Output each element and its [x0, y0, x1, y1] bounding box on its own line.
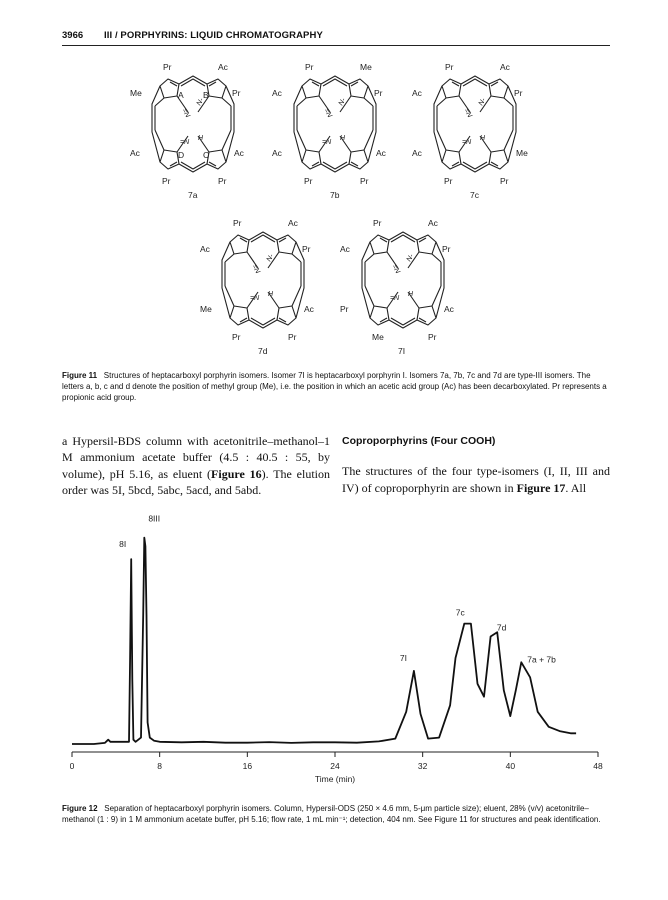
peak-label: 8III: [148, 515, 161, 524]
svg-text:N-: N-: [477, 97, 488, 107]
running-header: [62, 30, 610, 44]
figure-12-caption-text: Separation of heptacarboxyl porphyrin isomers. Column, Hypersil-ODS (250 × 4.6 mm, 5-μm particle size); eluent, 28% (v/v) acetonitrile–methanol (1 : 9) in 1 M ammonium acetate buffer, pH 5.16; flow rate, 1 mL min⁻¹; detection, 404 nm. See Figure 11 for structures and peak identification.: [62, 804, 601, 825]
substituent-left-bottom: Ac: [412, 148, 422, 158]
porphyrin-structure-7d: [200, 218, 320, 366]
x-tick-label: 16: [242, 761, 253, 771]
svg-text:N-: N-: [405, 253, 416, 263]
svg-text:=N: =N: [250, 295, 260, 302]
substituent-bottom-left: Pr: [162, 176, 171, 186]
substituent-top-left: Pr: [305, 62, 314, 72]
isomer-label: 7a: [188, 190, 198, 200]
porphyrin-skeleton: [412, 62, 532, 186]
substituent-bottom-right: Pr: [360, 176, 369, 186]
substituent-right-bottom: Ac: [304, 304, 314, 314]
isomer-label: 7d: [258, 346, 268, 356]
figure-12-chromatogram: [50, 515, 620, 790]
x-tick-label: 48: [593, 761, 603, 771]
svg-text:H: H: [198, 135, 204, 142]
figure-11-caption-label: Figure 11: [62, 371, 98, 380]
svg-text:H: H: [268, 291, 274, 298]
page-number: 3966: [62, 30, 84, 41]
chromatogram-trace: [72, 538, 576, 744]
svg-text:N-: N-: [265, 253, 276, 263]
substituent-top-right: Ac: [218, 62, 228, 72]
ring-letter: A: [178, 90, 184, 100]
substituent-right-bottom: Ac: [444, 304, 454, 314]
substituent-left-top: Ac: [340, 244, 350, 254]
isomer-label: 7c: [470, 190, 479, 200]
svg-text:N-: N-: [337, 97, 348, 107]
svg-text:=N: =N: [250, 263, 261, 275]
substituent-right-top: Pr: [302, 244, 311, 254]
svg-text:=N: =N: [322, 139, 332, 146]
x-axis-label: Time (min): [314, 774, 356, 784]
substituent-bottom-left: Pr: [444, 176, 453, 186]
figure-12-caption-label: Figure 12: [62, 804, 98, 813]
substituent-top-left: Pr: [373, 218, 382, 228]
ring-letter: C: [203, 150, 210, 160]
header-rule: [62, 45, 610, 46]
figure-11-caption: [62, 370, 610, 404]
figure-11-caption-text: Structures of heptacarboxyl porphyrin isomers. Isomer 7I is heptacarboxyl porphyrin I. Isomers 7a, 7b, 7c and 7d are type-III isomers. The letters a, b, c and d denote the position of methyl group (Me), i.e. the position in which an acetic acid group (Ac) has been decarboxylated. Pr represents a propionic acid group.: [62, 371, 607, 403]
porphyrin-structure-7c: [412, 62, 532, 210]
porphyrin-structure-7a: [130, 62, 250, 210]
substituent-bottom-left: Me: [372, 332, 384, 342]
body-text-right-pre: The structures of the four type-isomers (I, II, III and IV) of coproporphyrin are shown in: [342, 464, 610, 495]
substituent-left-top: Me: [130, 88, 142, 98]
ring-letter: B: [203, 90, 209, 100]
substituent-right-top: Pr: [514, 88, 523, 98]
substituent-bottom-left: Pr: [232, 332, 241, 342]
substituent-left-top: Ac: [412, 88, 422, 98]
body-text-left-column: [62, 433, 330, 499]
substituent-top-left: Pr: [163, 62, 172, 72]
substituent-bottom-right: Pr: [428, 332, 437, 342]
x-tick-label: 40: [505, 761, 516, 771]
body-text-right-column: [342, 433, 610, 496]
substituent-left-top: Ac: [200, 244, 210, 254]
substituent-left-bottom: Ac: [272, 148, 282, 158]
substituent-bottom-right: Pr: [500, 176, 509, 186]
x-axis-ticks: [70, 752, 603, 771]
substituent-right-bottom: Me: [516, 148, 528, 158]
substituent-right-bottom: Ac: [376, 148, 386, 158]
peak-label: 7c: [455, 607, 465, 618]
figure-17-reference: Figure 17: [516, 480, 566, 495]
ring-letter: D: [178, 150, 185, 160]
peak-label: 7a + 7b: [527, 654, 556, 665]
section-heading: Coproporphyrins (Four COOH): [342, 435, 496, 447]
substituent-right-top: Pr: [232, 88, 241, 98]
peak-label: 7d: [496, 622, 507, 633]
svg-text:=N: =N: [390, 295, 400, 302]
substituent-bottom-left: Pr: [304, 176, 313, 186]
substituent-left-bottom: Pr: [340, 304, 349, 314]
substituent-right-top: Pr: [374, 88, 383, 98]
substituent-left-bottom: Me: [200, 304, 212, 314]
substituent-right-bottom: Ac: [234, 148, 244, 158]
body-text-left-post: ). The elution order was 5I, 5bcd, 5abc, 5acd, and 5abd.: [62, 466, 331, 498]
porphyrin-structure-7I: [340, 218, 460, 366]
substituent-top-right: Ac: [288, 218, 298, 228]
substituent-top-right: Ac: [500, 62, 510, 72]
substituent-top-right: Ac: [428, 218, 438, 228]
porphyrin-skeleton: [130, 62, 250, 186]
x-tick-label: 8: [157, 761, 163, 771]
svg-text:=N: =N: [180, 139, 190, 146]
substituent-top-left: Pr: [233, 218, 242, 228]
porphyrin-skeleton: [200, 218, 320, 342]
svg-text:=N: =N: [390, 263, 401, 275]
peak-label: 8I: [119, 539, 127, 550]
substituent-right-top: Pr: [442, 244, 451, 254]
substituent-bottom-right: Pr: [218, 176, 227, 186]
x-tick-label: 0: [69, 761, 75, 771]
running-title: III / PORPHYRINS: LIQUID CHROMATOGRAPHY: [104, 30, 323, 41]
svg-text:=N: =N: [462, 139, 472, 146]
x-tick-label: 24: [330, 761, 340, 771]
body-text-right-post: . All: [565, 480, 587, 495]
svg-text:=N: =N: [180, 107, 191, 119]
svg-text:H: H: [480, 135, 486, 142]
svg-text:N-: N-: [195, 97, 206, 107]
porphyrin-structure-7b: [272, 62, 392, 210]
chromatogram-svg: [50, 515, 620, 790]
svg-text:H: H: [340, 135, 346, 142]
porphyrin-skeleton: [272, 62, 392, 186]
isomer-label: 7I: [398, 346, 406, 356]
substituent-left-bottom: Ac: [130, 148, 140, 158]
svg-text:=N: =N: [322, 107, 333, 119]
porphyrin-skeleton: [340, 218, 460, 342]
figure-16-reference: Figure 16: [211, 466, 262, 481]
substituent-top-right: Me: [360, 62, 372, 72]
body-text-left-pre: a Hypersil-BDS column with acetonitrile–methanol–1 M ammonium acetate buffer (4.5 : 40.5 : 55, by volume), pH 5.16, as eluent (: [62, 434, 330, 481]
figure-12-caption: [62, 803, 610, 825]
substituent-left-top: Ac: [272, 88, 282, 98]
substituent-bottom-right: Pr: [288, 332, 297, 342]
svg-text:H: H: [408, 291, 414, 298]
isomer-label: 7b: [330, 190, 340, 200]
svg-text:=N: =N: [462, 107, 473, 119]
peak-label: 7I: [399, 652, 407, 663]
x-tick-label: 32: [417, 761, 428, 771]
substituent-top-left: Pr: [445, 62, 454, 72]
